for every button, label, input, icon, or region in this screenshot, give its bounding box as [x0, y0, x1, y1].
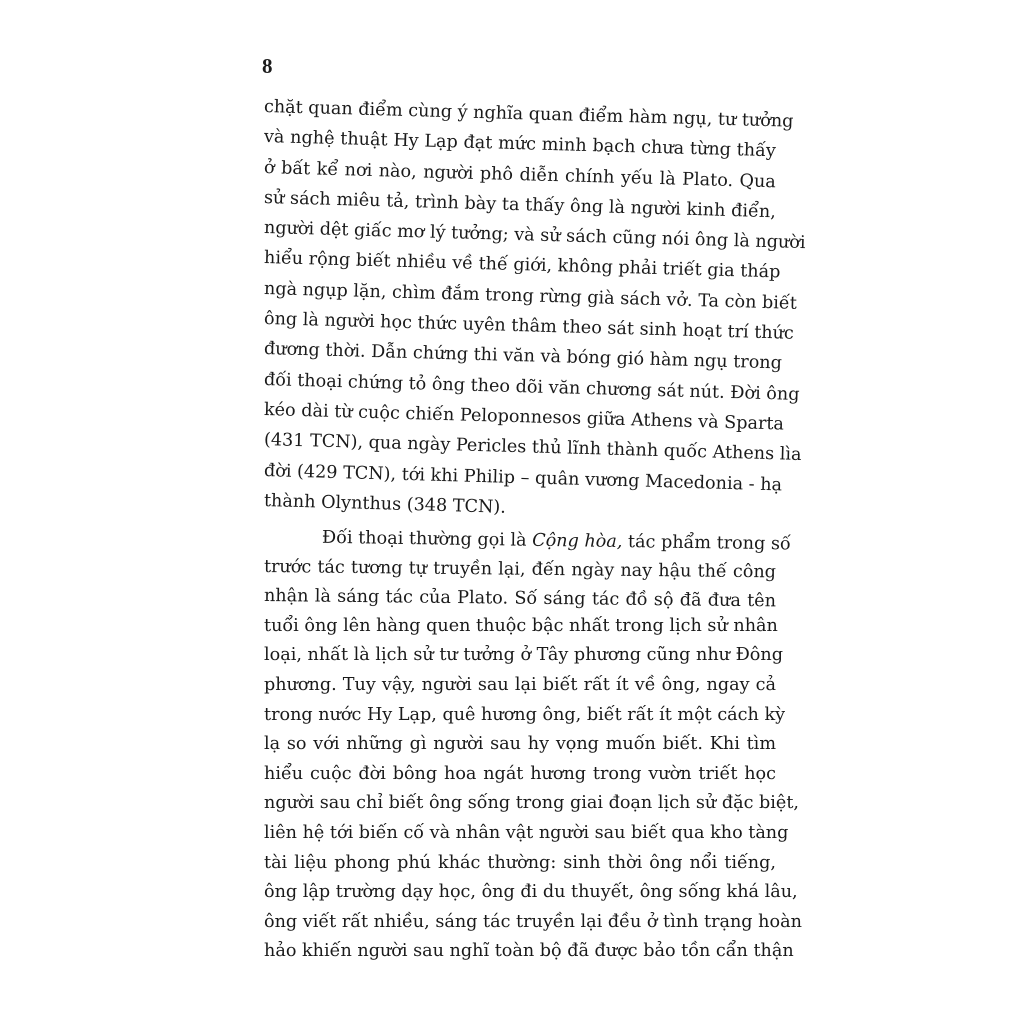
paragraph-1 — [263, 92, 806, 518]
text-line: kéo dài từ cuộc chiến Peloponnesos giữa Athens và Sparta — [263, 399, 785, 435]
text-line: sử sách miêu tả, trình bày ta thấy ông là người kinh điển, — [263, 187, 777, 223]
text-line: hảo khiến người sau nghĩ toàn bộ đã được bảo tồn cẩn thận — [264, 941, 794, 962]
text-line: ở bất kể nơi nào, người phô diễn chính yếu là Plato. Qua — [263, 157, 777, 192]
text-line: tuổi ông lên hàng quen thuộc bậc nhất trong lịch sử nhân — [264, 615, 778, 636]
text-line: phương. Tuy vậy, người sau lại biết rất ít về ông, ngay cả — [264, 674, 776, 695]
text-line: đối thoại chứng tỏ ông theo dõi văn chương sát nút. Đời ông — [263, 369, 800, 405]
text-line: đời (429 TCN), tới khi Philip – quân vương Macedonia - hạ — [263, 460, 783, 496]
text-run: tác phẩm trong số — [622, 532, 791, 555]
text-line: và nghệ thuật Hy Lạp đạt mức minh bạch chưa từng thấy — [263, 127, 777, 162]
text-run: Đối thoại thường gọi là — [321, 527, 533, 551]
text-line: liên hệ tới biến cố và nhân vật người sau biết qua kho tàng — [264, 822, 789, 843]
text-line: (431 TCN), qua ngày Pericles thủ lĩnh thành quốc Athens lìa — [263, 430, 802, 466]
text-line: ông là người học thức uyên thâm theo sát sinh hoạt trí thức — [263, 309, 795, 344]
text-line: lạ so với những gì người sau hy vọng muốn biết. Khi tìm — [264, 734, 776, 755]
text-line: ông viết rất nhiều, sáng tác truyền lại đều ở tình trạng hoàn — [264, 911, 802, 932]
text-line: loại, nhất là lịch sử tư tưởng ở Tây phương cũng như Đông — [264, 645, 783, 666]
text-line: thành Olynthus (348 TCN). — [263, 490, 507, 518]
text-line: trước tác tương tự truyền lại, đến ngày nay hậu thế công — [263, 556, 777, 582]
book-title-italic: Cộng hòa, — [532, 530, 623, 553]
text-line: hiểu rộng biết nhiều về thế giới, không phải triết gia tháp — [263, 248, 781, 283]
text-line: ông lập trường dạy học, ông đi du thuyết, ông sống khá lâu, — [264, 882, 798, 903]
text-line: nhận là sáng tác của Plato. Số sáng tác đồ sộ đã đưa tên — [263, 586, 777, 612]
text-line: ngà ngụp lặn, chìm đắm trong rừng già sách vở. Ta còn biết — [263, 278, 798, 314]
text-line: trong nước Hy Lạp, quê hương ông, biết rất ít một cách kỳ — [264, 704, 786, 725]
text-line: tài liệu phong phú khác thường: sinh thời ông nổi tiếng, — [264, 852, 776, 873]
paragraph-2 — [263, 523, 802, 967]
text-line: người sau chỉ biết ông sống trong giai đoạn lịch sử đặc biệt, — [264, 793, 799, 814]
text-line: hiểu cuộc đời bông hoa ngát hương trong vườn triết học — [264, 763, 776, 784]
text-line: chặt quan điểm cùng ý nghĩa quan điểm hàm ngụ, tư tưởng — [263, 97, 794, 132]
text-line: đương thời. Dẫn chứng thi văn và bóng gió hàm ngụ trong — [263, 339, 783, 374]
page-number: 8 — [262, 54, 273, 78]
text-line: người dệt giấc mơ lý tưởng; và sử sách cũng nói ông là người — [263, 218, 806, 254]
